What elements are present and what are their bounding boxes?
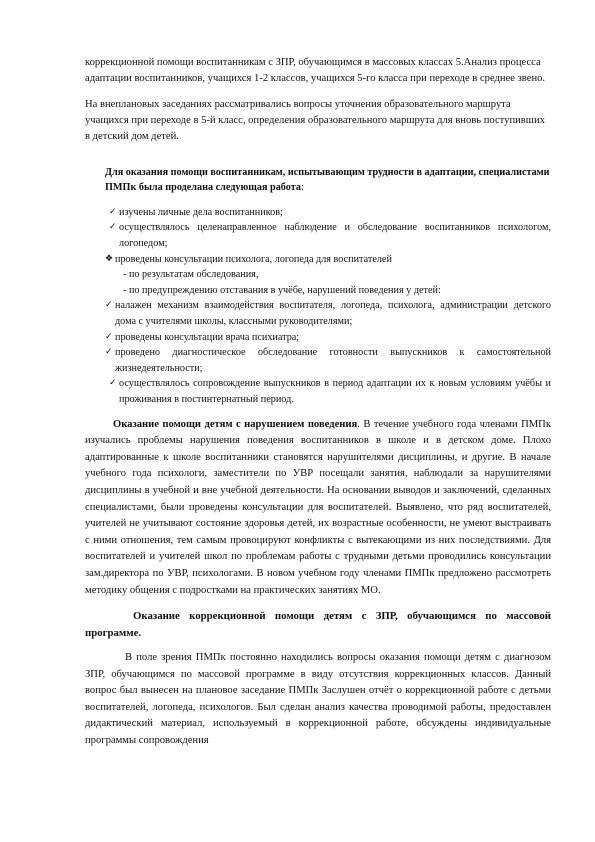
behavior-section <box>85 417 551 600</box>
zpr-section-title: Оказание коррекционной помощи детям с ЗПР, обучающимся по массовой программе. <box>85 610 551 639</box>
list-item-text: осуществлялось сопровождение выпускников в период адаптации их к новым условиям учёбы и проживания в постинтернатный период. <box>119 378 551 405</box>
list-item-text: осуществлялось целенаправленное наблюдение и обследование воспитанников психологом, логопедом; <box>119 222 551 250</box>
list-item <box>85 252 551 299</box>
zpr-section-body <box>85 650 551 750</box>
behavior-section-body: . В течение учебного года членами ПМПк изучались проблемы нарушения поведения воспитанников в школе и в детском доме. Плохо адаптированные к школе воспитанники становятся нарушителями дисциплины, и другие. В начале учебного года психологи, заместители по УВР посещали занятия, наблюдали за нарушителями дисциплины в учебной и вне учебной деятельности. На основании выводов и заключений, сделанных специалистами, были проведены консультации для воспитателей. Выявлено, что ряд воспитателей, учителей не учитывают состояние здоровья детей, их возрастные особенности, не умеют выстраивать с ними отношения, тем самым провоцируют конфликты с вытекающими из них последствиями. Для воспитателей и учителей школ по проблемам работы с трудными детьми проводились консультации зам.директора по УВР, психологами. В новом учебном году членами ПМПк предложено рассмотреть методику общения с подростками на практических занятиях МО. <box>85 418 551 596</box>
check-icon: ✓ <box>109 206 117 217</box>
zpr-section-body-text: В поле зрения ПМПк постоянно находились вопросы оказания помощи детям с диагнозом ЗПР, обучающимся по массовой программе в виду отсутствия коррекционных классов. Данный вопрос был вынесен на плановое заседание ПМПк Заслушен отчёт о коррекционной работе с детьми воспитателей, логопеда, психологов. Был сделан анализ качества проводимой работы, предоставлен дидактический материал, используемый в коррекционной работе, обсуждены индивидуальные программы сопровождения <box>85 652 551 747</box>
list-item <box>85 205 551 221</box>
check-icon: ✓ <box>105 300 113 311</box>
list-item-text: проведены консультации психолога, логопеда для воспитателей <box>115 253 392 265</box>
list-item-text: проведены консультации врача психиатра; <box>115 331 300 343</box>
work-list-heading-colon: : <box>300 181 304 193</box>
list-item <box>85 345 551 376</box>
work-list-block <box>85 165 551 408</box>
list-item <box>85 376 551 407</box>
list-item <box>85 220 551 251</box>
list-item <box>85 298 551 329</box>
check-icon: ✓ <box>109 222 117 233</box>
list-item-text: проведено диагностическое обследование готовности выпускников к самостоятельной жизнедеятельности; <box>115 347 551 374</box>
list-subitem: - по результатам обследования, <box>123 269 259 281</box>
document-page <box>85 55 551 750</box>
diamond-bullet-icon: ❖ <box>105 253 114 264</box>
check-icon: ✓ <box>105 347 113 358</box>
check-icon: ✓ <box>105 331 113 342</box>
list-item-text: изучены личные дела воспитанников; <box>119 206 283 218</box>
check-icon: ✓ <box>109 378 117 389</box>
list-subitem: - по предупреждению отставания в учёбе, нарушений поведения у детей: <box>123 284 441 296</box>
behavior-section-title: Оказание помощи детям с нарушением поведения <box>113 418 358 430</box>
list-item <box>85 330 551 346</box>
intro-paragraph-2: На внеплановых заседаниях рассматривались вопросы уточнения образовательного маршрута учащихся при переходе в 5-й класс, определения образовательного маршрута для вновь поступивших в детский дом детей. <box>85 98 545 143</box>
list-item-text: налажен механизм взаимодействия воспитателя, логопеда, психолога, администрации детского дома с учителями школы, классными руководителями; <box>115 300 551 328</box>
work-list-heading-text: Для оказания помощи воспитанникам, испытывающим трудности в адаптации, специалистами ПМПк была проделана следующая работа <box>105 166 550 193</box>
work-list-heading <box>105 165 551 195</box>
work-list <box>85 205 551 408</box>
intro-paragraph-1: коррекционной помощи воспитанникам с ЗПР, обучающимся в массовых классах 5.Анализ процесса адаптации воспитанников, учащихся 1-2 классов, учащихся 5-го класса при переходе в среднее звено. <box>85 57 546 85</box>
